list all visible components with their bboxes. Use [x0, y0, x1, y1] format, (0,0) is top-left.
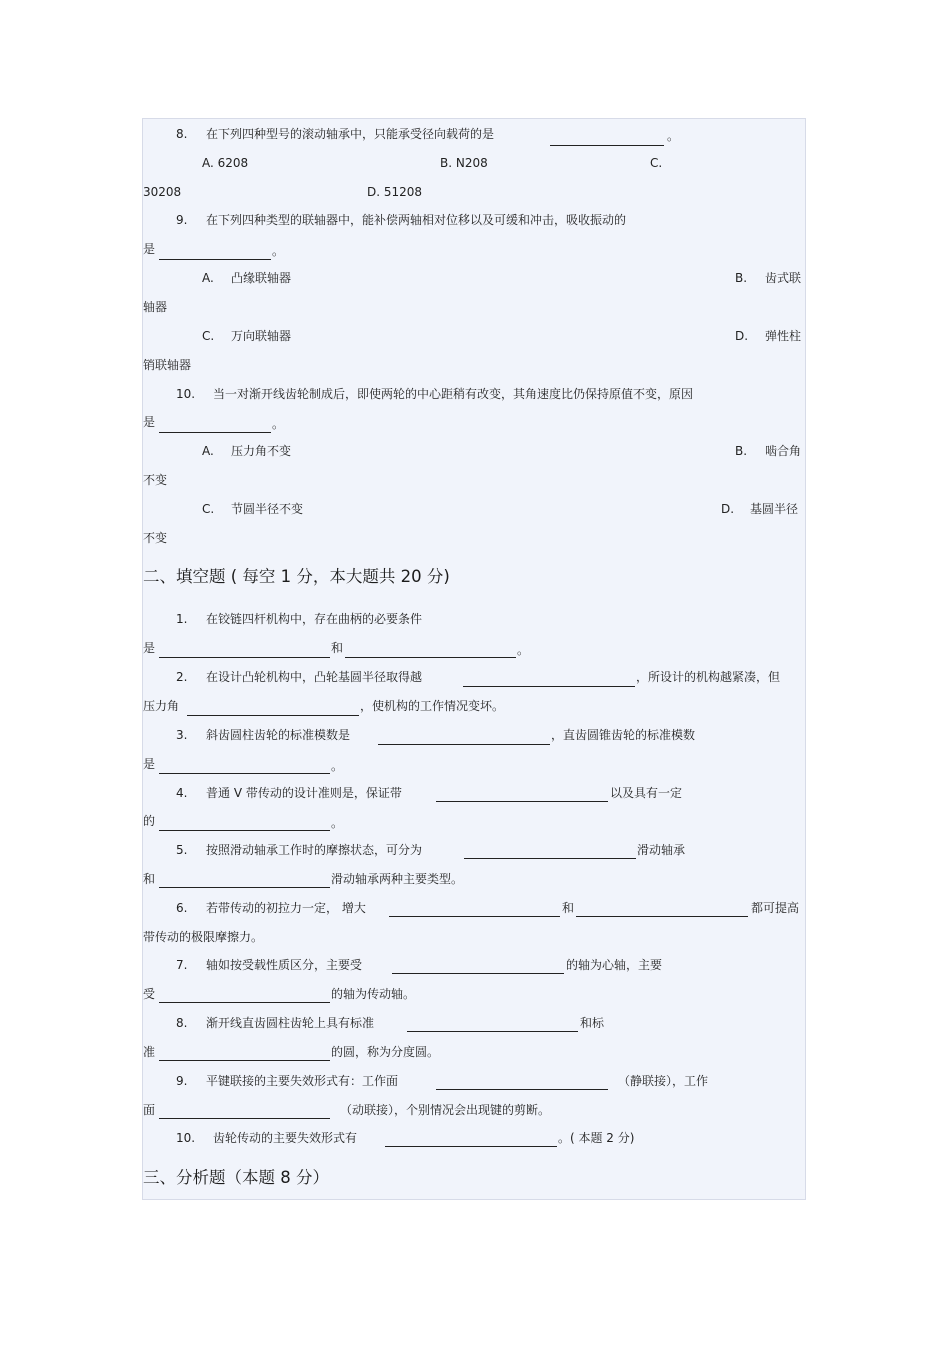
q9-option-a: 凸缘联轴器: [231, 271, 292, 285]
f7-blank-2[interactable]: [159, 1002, 330, 1003]
f10-text: 齿轮传动的主要失效形式有: [213, 1131, 358, 1145]
q10-option-b-letter: B.: [735, 444, 748, 458]
f9-text: 平键联接的主要失效形式有：工作面: [206, 1074, 399, 1088]
q10-option-d-letter: D.: [721, 502, 735, 516]
q9-option-c: 万向联轴器: [231, 329, 292, 343]
f8-blank-2[interactable]: [159, 1060, 330, 1061]
f2-after: ，所设计的机构越紧凑，但: [636, 670, 781, 684]
f4-cont: 的: [143, 814, 156, 828]
q9-option-b-cont: 轴器: [143, 300, 168, 314]
f5-number: 5.: [176, 843, 188, 857]
q9-option-d: 弹性柱: [765, 329, 802, 343]
f8-end: 的圆，称为分度圆。: [331, 1045, 440, 1059]
f9-cont: 面: [143, 1103, 156, 1117]
f6-text: 若带传动的初拉力一定， 增大: [206, 901, 366, 915]
f6-cont: 带传动的极限摩擦力。: [143, 930, 264, 944]
f1-cont: 是: [143, 641, 156, 655]
q8-option-c-value: 30208: [143, 185, 182, 199]
q10-option-c-letter: C.: [202, 502, 215, 516]
f6-number: 6.: [176, 901, 188, 915]
q9-option-a-letter: A.: [202, 271, 214, 285]
q9-period: 。: [272, 244, 285, 258]
f8-number: 8.: [176, 1016, 188, 1030]
q10-option-a: 压力角不变: [231, 444, 292, 458]
q8-option-c: C.: [650, 156, 663, 170]
q10-option-b: 啮合角: [765, 444, 802, 458]
f4-number: 4.: [176, 786, 188, 800]
q9-stem: 在下列四种类型的联轴器中，能补偿两轴相对位移以及可缓和冲击，吸收振动的: [206, 213, 627, 227]
q8-stem: 在下列四种型号的滚动轴承中，只能承受径向载荷的是: [206, 127, 495, 141]
f5-blank-1[interactable]: [464, 858, 636, 859]
q9-option-d-letter: D.: [735, 329, 749, 343]
q9-stem-cont: 是: [143, 242, 156, 256]
q10-option-b-cont: 不变: [143, 473, 168, 487]
f7-blank-1[interactable]: [392, 973, 564, 974]
f3-number: 3.: [176, 728, 188, 742]
q9-option-b-letter: B.: [735, 271, 748, 285]
f4-period: 。: [331, 816, 344, 830]
f6-and: 和: [562, 901, 575, 915]
f7-cont: 受: [143, 987, 156, 1001]
f7-after: 的轴为心轴，主要: [566, 958, 663, 972]
q9-number: 9.: [176, 213, 188, 227]
f5-blank-2[interactable]: [159, 887, 330, 888]
f3-blank-1[interactable]: [378, 744, 550, 745]
f8-after: 和标: [580, 1016, 605, 1030]
f3-after: ，直齿圆锥齿轮的标准模数: [551, 728, 696, 742]
f10-blank[interactable]: [385, 1146, 557, 1147]
f3-period: 。: [331, 759, 344, 773]
f1-number: 1.: [176, 612, 188, 626]
f10-number: 10.: [176, 1131, 196, 1145]
q9-answer-blank[interactable]: [159, 259, 271, 260]
q10-option-d: 基圆半径: [750, 502, 799, 516]
f2-number: 2.: [176, 670, 188, 684]
q8-option-b: B. N208: [440, 156, 488, 170]
f8-blank-1[interactable]: [407, 1031, 578, 1032]
f3-text: 斜齿圆柱齿轮的标准模数是: [206, 728, 351, 742]
f6-after: 都可提高: [751, 901, 800, 915]
f2-blank-1[interactable]: [463, 686, 635, 687]
q8-number: 8.: [176, 127, 188, 141]
f5-cont: 和: [143, 872, 156, 886]
f3-blank-2[interactable]: [159, 773, 330, 774]
f6-blank-2[interactable]: [576, 916, 748, 917]
section-2-title: 二、填空题 ( 每空 1 分，本大题共 20 分): [143, 567, 450, 586]
f4-after: 以及具有一定: [610, 786, 683, 800]
q10-option-c: 节圆半径不变: [231, 502, 304, 516]
f7-text: 轴如按受载性质区分，主要受: [206, 958, 363, 972]
f2-cont: 压力角: [143, 699, 180, 713]
f4-blank-1[interactable]: [436, 801, 608, 802]
f1-blank-1[interactable]: [159, 657, 330, 658]
f2-blank-2[interactable]: [187, 715, 359, 716]
f8-cont: 准: [143, 1045, 156, 1059]
q10-stem: 当一对渐开线齿轮制成后，即使两轮的中心距稍有改变，其角速度比仍保持原值不变，原因: [213, 387, 694, 401]
q9-option-d-cont: 销联轴器: [143, 358, 192, 372]
q10-stem-cont: 是: [143, 415, 156, 429]
f9-number: 9.: [176, 1074, 188, 1088]
f9-after: （静联接），工作: [618, 1074, 709, 1088]
f1-period: 。: [517, 643, 530, 657]
f9-blank-2[interactable]: [159, 1118, 330, 1119]
q9-option-b: 齿式联: [765, 271, 802, 285]
f5-text: 按照滑动轴承工作时的摩擦状态，可分为: [206, 843, 423, 857]
f2-text: 在设计凸轮机构中，凸轮基圆半径取得越: [206, 670, 423, 684]
q8-option-a: A. 6208: [202, 156, 249, 170]
f1-text: 在铰链四杆机构中，存在曲柄的必要条件: [206, 612, 423, 626]
q10-option-a-letter: A.: [202, 444, 214, 458]
f3-cont: 是: [143, 757, 156, 771]
f1-blank-2[interactable]: [345, 657, 516, 658]
q9-option-c-letter: C.: [202, 329, 215, 343]
f6-blank-1[interactable]: [389, 916, 560, 917]
q8-answer-blank[interactable]: [550, 145, 664, 146]
q10-option-d-cont: 不变: [143, 531, 168, 545]
q8-period: 。: [667, 129, 680, 143]
f7-number: 7.: [176, 958, 188, 972]
f4-blank-2[interactable]: [159, 830, 330, 831]
q10-answer-blank[interactable]: [159, 432, 271, 433]
q10-period: 。: [272, 417, 285, 431]
f4-text: 普通 V 带传动的设计准则是，保证带: [206, 786, 402, 800]
f1-and: 和: [331, 641, 344, 655]
f5-end: 滑动轴承两种主要类型。: [331, 872, 464, 886]
f5-after: 滑动轴承: [637, 843, 686, 857]
q10-number: 10.: [176, 387, 196, 401]
f7-end: 的轴为传动轴。: [331, 987, 416, 1001]
q8-option-d: D. 51208: [367, 185, 423, 199]
f9-end: （动联接），个别情况会出现键的剪断。: [340, 1103, 551, 1117]
f10-after: 。( 本题 2 分): [558, 1131, 635, 1145]
section-3-title: 三、分析题（本题 8 分）: [143, 1168, 329, 1187]
f2-end: ，使机构的工作情况变坏。: [360, 699, 505, 713]
f8-text: 渐开线直齿圆柱齿轮上具有标准: [206, 1016, 375, 1030]
f9-blank-1[interactable]: [436, 1089, 608, 1090]
